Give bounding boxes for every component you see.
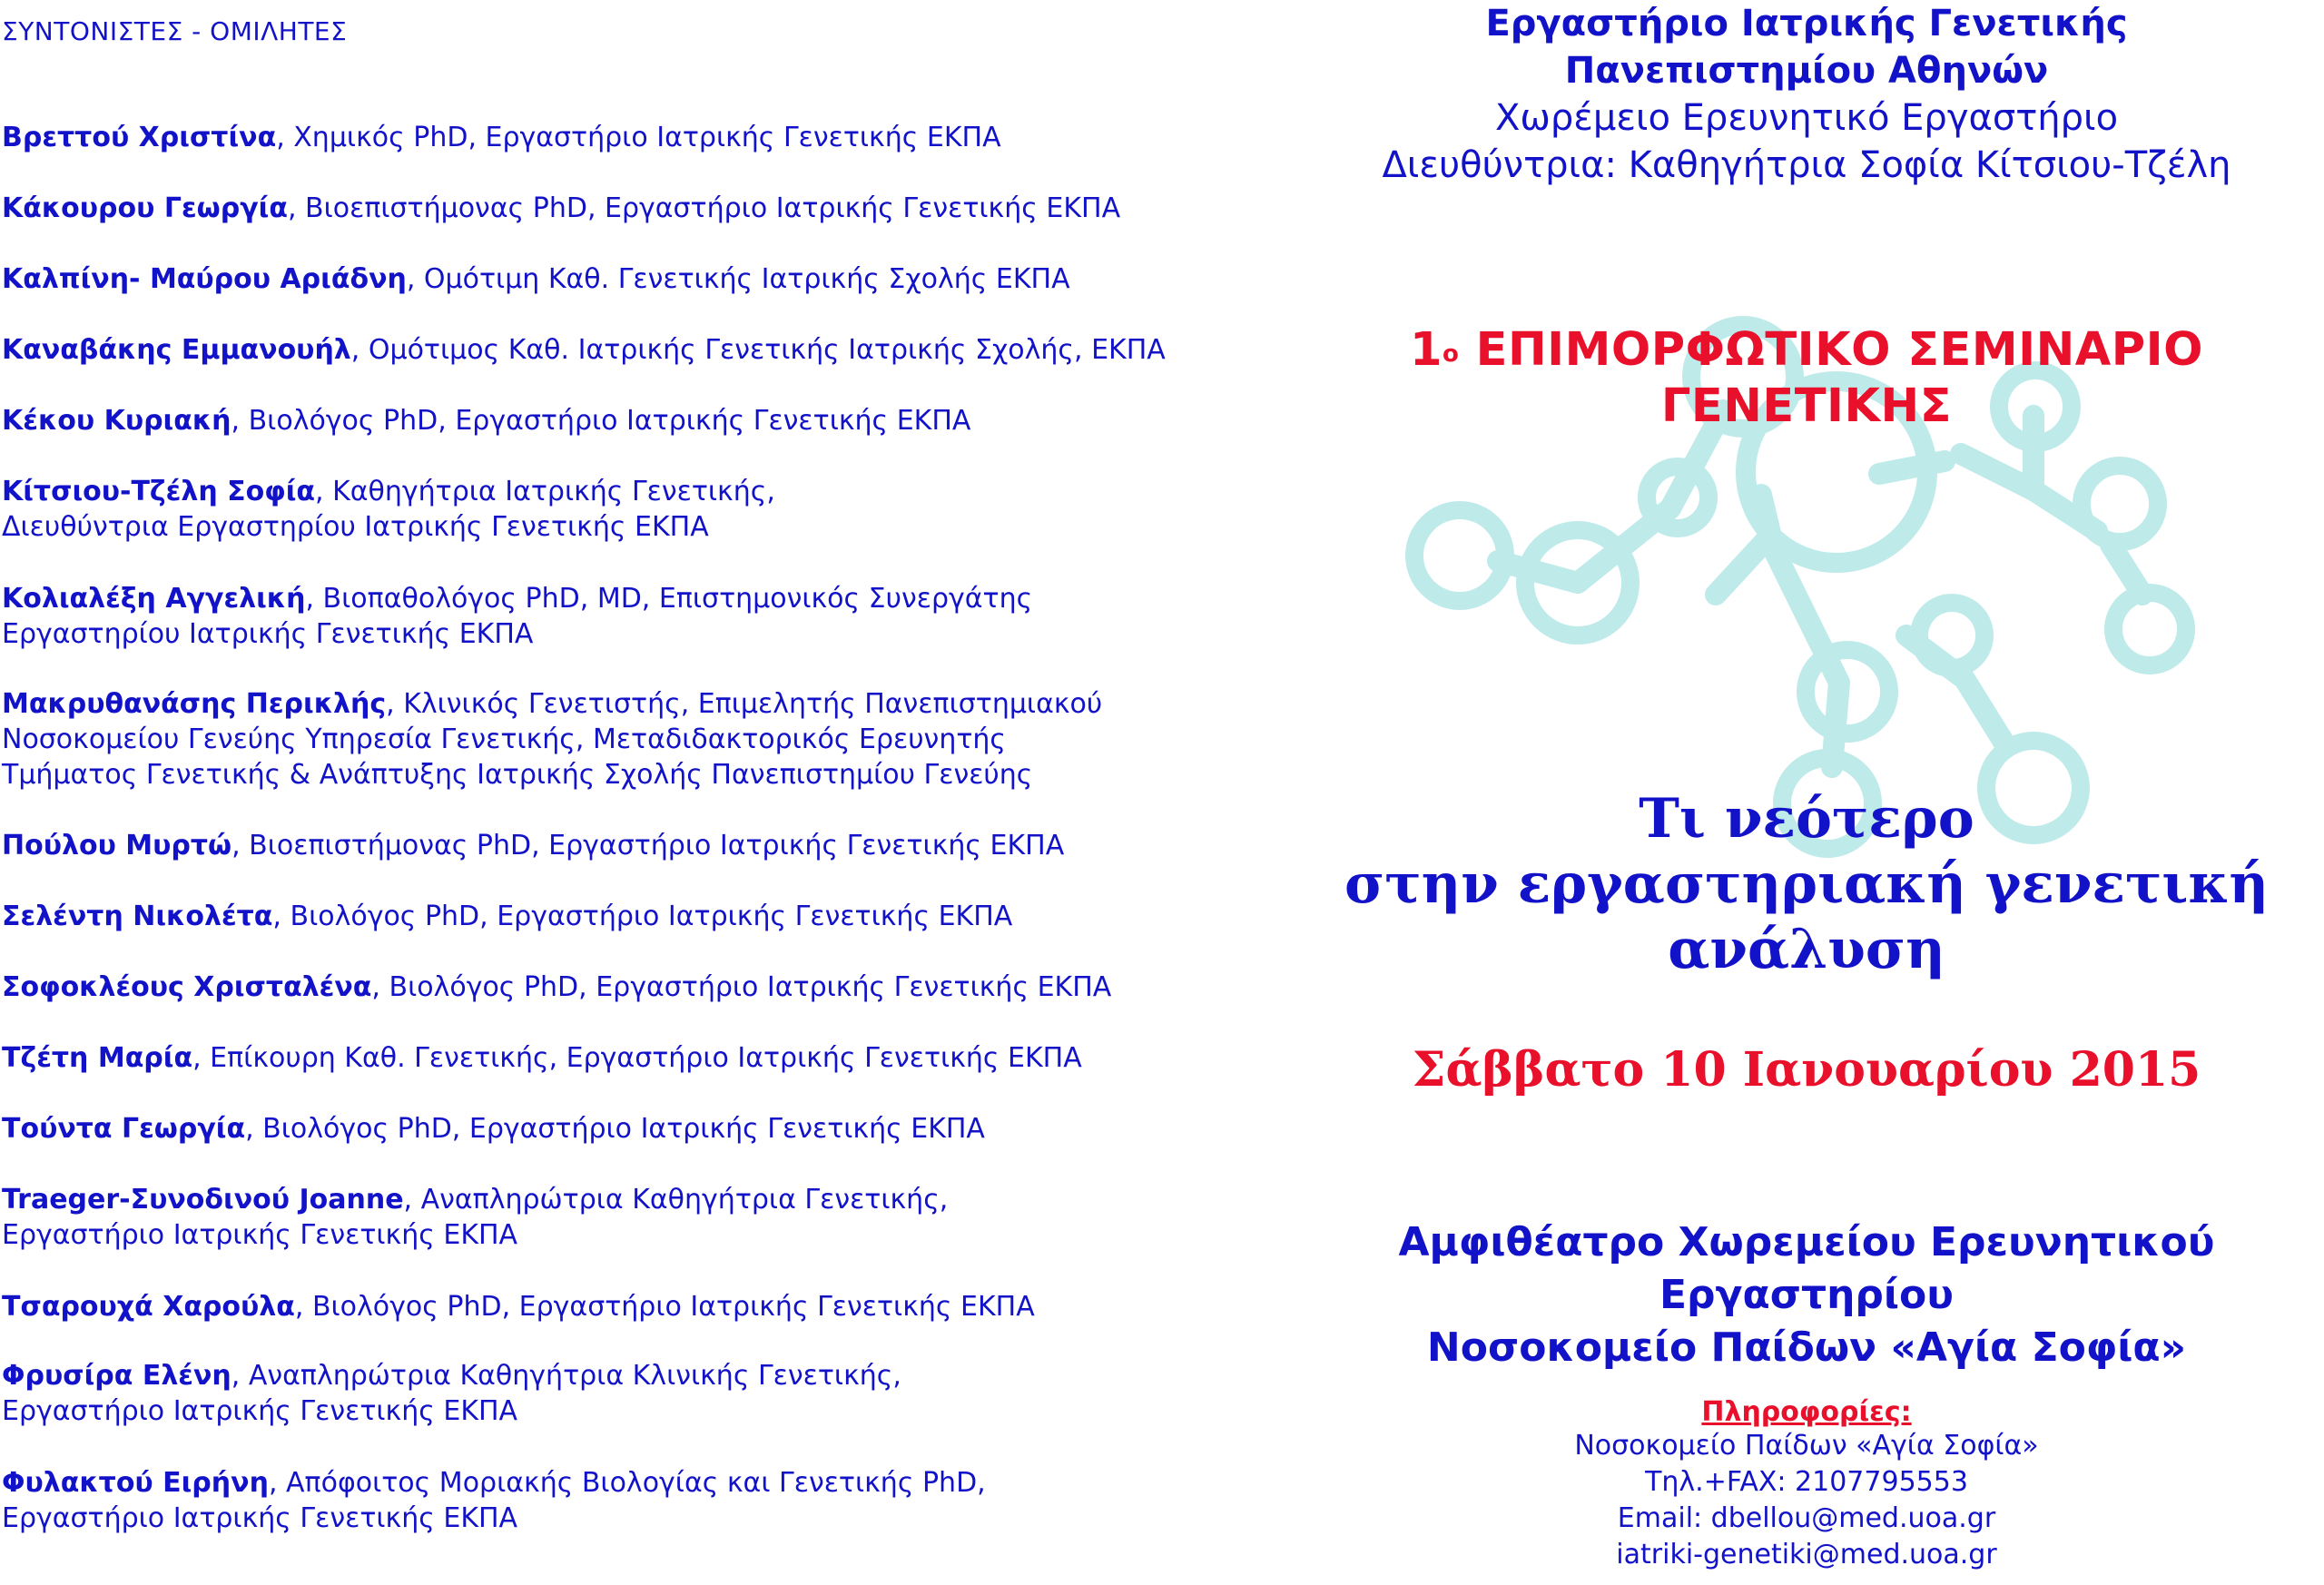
info-email-2[interactable]: iatriki-genetiki@med.uoa.gr	[1616, 1539, 1997, 1570]
speaker-entry	[2, 403, 970, 438]
info-title: Πληροφορίες:	[1701, 1396, 1912, 1428]
speaker-name: Σοφοκλέους Χρισταλένα	[2, 971, 372, 1003]
seminar-title-text: ΕΠΙΜΟΡΦΩΤΙΚΟ ΣΕΜΙΝΑΡΙΟ	[1459, 323, 2203, 377]
speaker-name: Τούντα Γεωργία	[2, 1113, 246, 1145]
speaker-affiliation: , Βιοεπιστήμονας PhD, Εργαστήριο Ιατρικής Γενετικής ΕΚΠΑ	[231, 830, 1065, 861]
speaker-entry	[2, 261, 1070, 297]
info-phone-fax: Τηλ.+FAX: 2107795553	[1645, 1466, 1968, 1498]
cover-panel	[1289, 0, 2324, 1585]
speaker-name: Κολιαλέξη Αγγελική	[2, 583, 306, 615]
speaker-entry	[2, 581, 1032, 652]
speaker-name: Μακρυθανάσης Περικλής	[2, 688, 387, 720]
speaker-affiliation: , Βιολόγος PhD, Εργαστήριο Ιατρικής Γενετικής ΕΚΠΑ	[231, 405, 971, 437]
speaker-name: Καλπίνη- Μαύρου Αριάδνη	[2, 263, 407, 295]
speaker-name: Κέκου Κυριακή	[2, 405, 231, 437]
speaker-affiliation: , Ομότιμη Καθ. Γενετικής Ιατρικής Σχολής ΕΚΠΑ	[406, 263, 1070, 295]
speaker-name: Κίτσιου-Τζέλη Σοφία	[2, 476, 315, 507]
speaker-affiliation: , Βιολόγος PhD, Εργαστήριο Ιατρικής Γενετικής ΕΚΠΑ	[371, 971, 1112, 1003]
speaker-name: Φρυσίρα Ελένη	[2, 1360, 231, 1392]
speaker-affiliation: , Βιολόγος PhD, Εργαστήριο Ιατρικής Γενετικής ΕΚΠΑ	[272, 901, 1013, 932]
speaker-name: Τζέτη Μαρία	[2, 1042, 193, 1074]
speaker-name: Κάκουρου Γεωργία	[2, 192, 288, 224]
seminar-ordinal-suffix: ο	[1443, 340, 1460, 368]
speaker-affiliation: , Επίκουρη Καθ. Γενετικής, Εργαστήριο Ιατρικής Γενετικής ΕΚΠΑ	[192, 1042, 1082, 1074]
speaker-affiliation-line2: Εργαστήριο Ιατρικής Γενετικής ΕΚΠΑ	[2, 1219, 518, 1251]
speaker-entry	[2, 474, 775, 545]
speaker-name: Traeger-Συνοδινού Joanne	[2, 1184, 404, 1216]
speaker-affiliation-line2: Εργαστήριο Ιατρικής Γενετικής ΕΚΠΑ	[2, 1395, 518, 1427]
topic-line2: στην εργαστηριακή γενετική ανάλυση	[1344, 852, 2269, 981]
speaker-affiliation: , Κλινικός Γενετιστής, Επιμελητής Πανεπιστημιακού	[386, 688, 1103, 720]
seminar-ordinal: 1	[1410, 323, 1443, 377]
speaker-name: Σελέντη Νικολέτα	[2, 901, 273, 932]
seminar-title	[1289, 322, 2324, 435]
atom-circle	[2082, 466, 2158, 542]
speaker-affiliation: , Βιολόγος PhD, Εργαστήριο Ιατρικής Γενετικής ΕΚΠΑ	[245, 1113, 985, 1145]
info-email-1[interactable]: Email: dbellou@med.uoa.gr	[1617, 1502, 1996, 1534]
seminar-topic	[1289, 786, 2324, 982]
speaker-entry	[2, 970, 1111, 1005]
speaker-entry	[2, 1289, 1035, 1324]
speaker-name: Καναβάκης Εμμανουήλ	[2, 334, 351, 366]
atom-circle	[2113, 593, 2186, 665]
director-line: Διευθύντρια: Καθηγήτρια Σοφία Κίτσιου-Τζέλη	[1382, 144, 2231, 186]
speaker-entry	[2, 1182, 948, 1253]
speaker-entry	[2, 899, 1012, 934]
speaker-affiliation: , Βιοπαθολόγος PhD, MD, Επιστημονικός Συνεργάτης	[305, 583, 1033, 615]
lab-header	[1289, 0, 2324, 189]
seminar-date: Σάββατο 10 Ιανουαρίου 2015	[1412, 1042, 2201, 1098]
speaker-affiliation-line3: Τμήματος Γενετικής & Ανάπτυξης Ιατρικής Σχολής Πανεπιστημίου Γενεύης	[2, 759, 1033, 791]
university-name: Πανεπιστημίου Αθηνών	[1564, 50, 2049, 92]
speaker-affiliation: , Απόφοιτος Μοριακής Βιολογίας και Γενετικής PhD,	[268, 1467, 986, 1499]
speaker-affiliation: , Βιολόγος PhD, Εργαστήριο Ιατρικής Γενετικής ΕΚΠΑ	[294, 1291, 1035, 1323]
speaker-affiliation-line2: Διευθύντρια Εργαστηρίου Ιατρικής Γενετικής ΕΚΠΑ	[2, 511, 709, 543]
speaker-affiliation-line2: Εργαστήριο Ιατρικής Γενετικής ΕΚΠΑ	[2, 1502, 518, 1534]
speakers-heading: ΣΥΝΤΟΝΙΣΤΕΣ - ΟΜΙΛΗΤΕΣ	[2, 16, 348, 46]
speaker-entry	[2, 686, 1102, 792]
speaker-affiliation: , Αναπληρώτρια Καθηγήτρια Κλινικής Γενετικής,	[231, 1360, 901, 1392]
speaker-entry	[2, 191, 1120, 226]
venue	[1289, 1216, 2324, 1374]
speaker-entry	[2, 120, 1001, 155]
speaker-affiliation: , Χημικός PhD, Εργαστήριο Ιατρικής Γενετικής ΕΚΠΑ	[276, 122, 1001, 153]
speaker-affiliation: , Ομότιμος Καθ. Ιατρικής Γενετικής Ιατρικής Σχολής, ΕΚΠΑ	[350, 334, 1166, 366]
info-hospital: Νοσοκομείο Παίδων «Αγία Σοφία»	[1574, 1430, 2039, 1462]
speaker-affiliation-line2: Εργαστηρίου Ιατρικής Γενετικής ΕΚΠΑ	[2, 618, 534, 650]
seminar-title-line2: ΓΕΝΕΤΙΚΗΣ	[1660, 379, 1953, 433]
speaker-entry	[2, 1465, 986, 1536]
speaker-name: Πούλου Μυρτώ	[2, 830, 232, 861]
speaker-name: Τσαρουχά Χαρούλα	[2, 1291, 295, 1323]
speaker-affiliation: , Καθηγήτρια Ιατρικής Γενετικής,	[315, 476, 775, 507]
speaker-entry	[2, 1358, 901, 1429]
speaker-name: Φυλακτού Ειρήνη	[2, 1467, 269, 1499]
speaker-affiliation-line2: Νοσοκομείου Γενεύης Υπηρεσία Γενετικής, Μεταδιδακτορικός Ερευνητής	[2, 724, 1007, 755]
venue-line1: Αμφιθέατρο Χωρεμείου Ερευνητικού Εργαστηρίου	[1398, 1219, 2215, 1318]
speaker-entry	[2, 1040, 1082, 1076]
topic-line1: Τι νεότερο	[1639, 787, 1974, 851]
speaker-entry	[2, 332, 1166, 368]
speaker-affiliation: , Βιοεπιστήμονας PhD, Εργαστήριο Ιατρικής Γενετικής ΕΚΠΑ	[287, 192, 1121, 224]
info-block	[1289, 1396, 2324, 1573]
speaker-entry	[2, 828, 1064, 863]
venue-line2: Νοσοκομείο Παίδων «Αγία Σοφία»	[1426, 1324, 2187, 1371]
speaker-name: Βρεττού Χριστίνα	[2, 122, 277, 153]
speaker-affiliation: , Αναπληρώτρια Καθηγήτρια Γενετικής,	[403, 1184, 949, 1216]
speaker-entry	[2, 1111, 985, 1147]
seminar-title-line1	[1289, 322, 2324, 379]
research-lab-name: Χωρέμειο Ερευνητικό Εργαστήριο	[1494, 97, 2119, 139]
lab-name: Εργαστήριο Ιατρικής Γενετικής	[1485, 3, 2128, 44]
